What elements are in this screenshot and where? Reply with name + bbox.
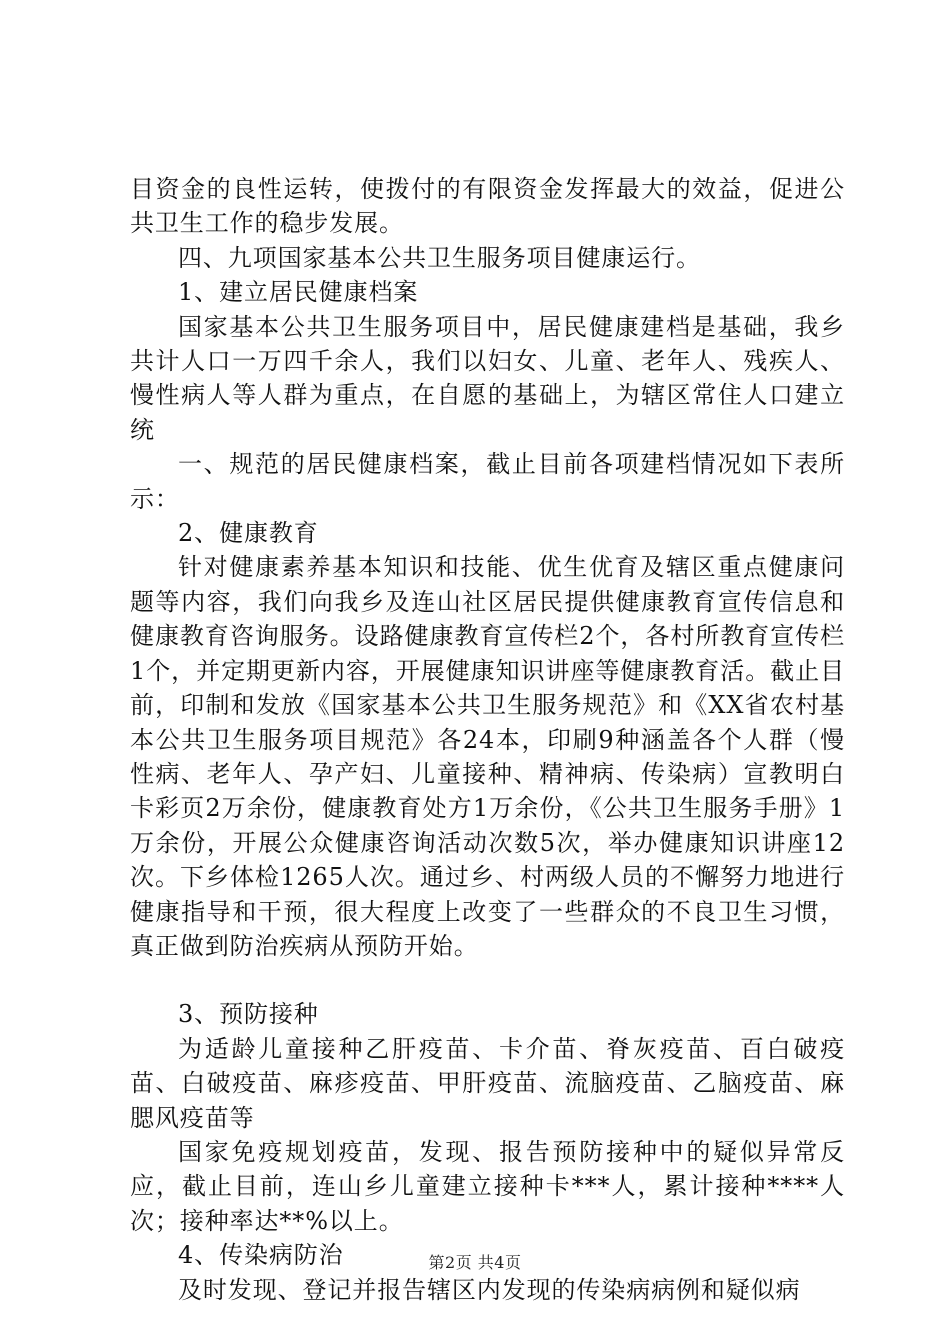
subsection-heading: 2、健康教育	[178, 519, 319, 548]
page-footer	[0, 1250, 950, 1273]
subsection-heading: 1、建立居民健康档案	[178, 278, 419, 307]
section-heading: 四、九项国家基本公共卫生服务项目健康运行。	[178, 243, 701, 272]
page-number: 第2页 共4页	[428, 1253, 522, 1272]
paragraph: 国家基本公共卫生服务项目中，居民健康建档是基础，我乡共计人口一万四千余人，我们以妇女、儿童、老年人、残疾人、慢性病人等人群为重点，在自愿的基础上，为辖区常住人口建立统	[130, 312, 845, 444]
paragraph: 针对健康素养基本知识和技能、优生优育及辖区重点健康问题等内容，我们向我乡及连山社区居民提供健康教育宣传信息和健康教育咨询服务。设路健康教育宣传栏2个，各村所教育宣传栏1个，并定期更新内容，开展健康知识讲座等健康教育活。截止目前，印制和发放《国家基本公共卫生服务规范》和《XX省农村基本公共卫生服务项目规范》各24本，印刷9种涵盖各个人群（慢性病、老年人、孕产妇、儿童接种、精神病、传染病）宣教明白卡彩页2万余份，健康教育处方1万余份，《公共卫生服务手册》1万余份，开展公众健康咨询活动次数5次，举办健康知识讲座12次。下乡体检1265人次。通过乡、村两级人员的不懈努力地进行健康指导和干预，很大程度上改变了一些群众的不良卫生习惯，真正做到防治疾病从预防开始。	[130, 553, 845, 960]
paragraph: 及时发现、登记并报告辖区内发现的传染病病例和疑似病	[178, 1275, 801, 1304]
paragraph: 一、规范的居民健康档案，截止目前各项建档情况如下表所示：	[130, 450, 845, 513]
paragraph: 国家免疫规划疫苗，发现、报告预防接种中的疑似异常反应，截止目前，连山乡儿童建立接种卡***人，累计接种****人次；接种率达**%以上。	[130, 1137, 845, 1235]
paragraph: 目资金的良性运转，使拨付的有限资金发挥最大的效益，促进公共卫生工作的稳步发展。	[130, 175, 845, 238]
subsection-heading: 3、预防接种	[178, 1000, 319, 1029]
paragraph: 为适龄儿童接种乙肝疫苗、卡介苗、脊灰疫苗、百白破疫苗、白破疫苗、麻疹疫苗、甲肝疫苗、流脑疫苗、乙脑疫苗、麻腮风疫苗等	[130, 1034, 845, 1132]
subsection-heading: 4、传染病防治	[178, 1241, 344, 1270]
document-body	[130, 172, 845, 1307]
